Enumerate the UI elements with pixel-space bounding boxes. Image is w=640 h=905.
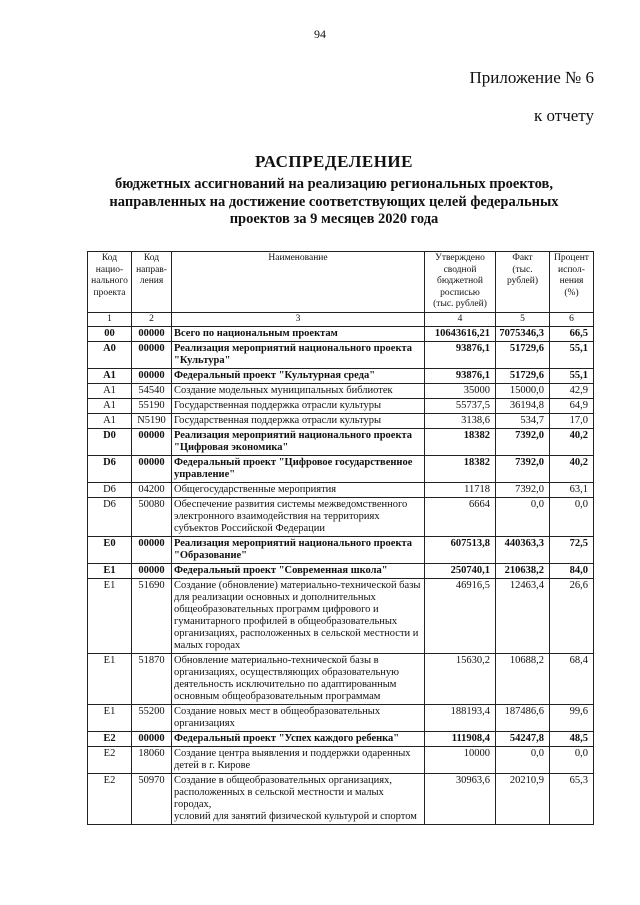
appendix-label: Приложение № 6	[469, 68, 594, 87]
cell-code-direction: 00000	[132, 456, 172, 483]
cell-code-direction: 50970	[132, 774, 172, 825]
cell-fact: 20210,9	[496, 774, 550, 825]
cell-approved: 18382	[425, 429, 496, 456]
table-row	[88, 456, 594, 483]
cell-approved: 46916,5	[425, 579, 496, 654]
cell-name	[172, 369, 425, 384]
cell-name	[172, 705, 425, 732]
cell-code-direction: 00000	[132, 732, 172, 747]
cell-name	[172, 327, 425, 342]
cell-code-direction: 00000	[132, 327, 172, 342]
cell-name-line: Создание новых мест в общеобразовательных	[174, 706, 381, 717]
cell-fact: 7075346,3	[496, 327, 550, 342]
cell-code-project: 00	[88, 327, 132, 342]
cell-name-line: Создание (обновление) материально-технической базы	[174, 580, 421, 591]
cell-code-direction: 55200	[132, 705, 172, 732]
page-number: 94	[314, 27, 326, 41]
subtitle-line: бюджетных ассигнований на реализацию региональных проектов,	[115, 176, 553, 192]
cell-fact: 51729,6	[496, 369, 550, 384]
table-row	[88, 327, 594, 342]
cell-code-project: D6	[88, 498, 132, 537]
cell-fact: 10688,2	[496, 654, 550, 705]
cell-percent: 68,4	[550, 654, 594, 705]
cell-name	[172, 414, 425, 429]
cell-name-line: организациях	[174, 718, 235, 729]
cell-percent: 66,5	[550, 327, 594, 342]
cell-name-line: Всего по национальным проектам	[174, 328, 338, 339]
cell-name-line: Федеральный проект "Современная школа"	[174, 565, 388, 576]
cell-code-project: Е2	[88, 747, 132, 774]
cell-name	[172, 564, 425, 579]
cell-name-line: Реализация мероприятий национального проекта	[174, 343, 413, 354]
table-row	[88, 579, 594, 654]
table-row	[88, 732, 594, 747]
subtitle-line: направленных на достижение соответствующих целей федеральных	[109, 193, 559, 210]
document-subtitle	[92, 176, 576, 229]
cell-name-line: Федеральный проект "Успех каждого ребенка"	[174, 733, 400, 744]
cell-approved: 30963,6	[425, 774, 496, 825]
cell-percent: 65,3	[550, 774, 594, 825]
cell-approved: 11718	[425, 483, 496, 498]
cell-percent: 63,1	[550, 483, 594, 498]
cell-code-project: Е1	[88, 579, 132, 654]
cell-name-line: субъектов Российской Федерации	[174, 523, 326, 534]
cell-name	[172, 456, 425, 483]
cell-fact: 0,0	[496, 747, 550, 774]
cell-approved: 18382	[425, 456, 496, 483]
cell-code-direction: 00000	[132, 564, 172, 579]
cell-code-direction: 00000	[132, 369, 172, 384]
cell-name	[172, 384, 425, 399]
cell-name	[172, 342, 425, 369]
table-row	[88, 564, 594, 579]
cell-code-project: А1	[88, 384, 132, 399]
table-row	[88, 705, 594, 732]
table-row	[88, 498, 594, 537]
cell-percent: 40,2	[550, 429, 594, 456]
cell-fact: 54247,8	[496, 732, 550, 747]
cell-approved: 188193,4	[425, 705, 496, 732]
cell-name-line: условий для занятий физической культурой и спортом	[174, 811, 417, 822]
cell-name-line: малых городах	[174, 640, 241, 651]
cell-name	[172, 774, 425, 825]
cell-name-line: Обеспечение развития системы межведомственного	[174, 499, 408, 510]
table-row	[88, 369, 594, 384]
cell-code-project: А1	[88, 414, 132, 429]
cell-approved: 55737,5	[425, 399, 496, 414]
cell-name-line: Реализация мероприятий национального проекта	[174, 538, 413, 549]
cell-name	[172, 747, 425, 774]
cell-percent: 99,6	[550, 705, 594, 732]
column-number: 4	[425, 312, 496, 327]
cell-name-line: расположенных в сельской местности и малых городах,	[174, 787, 384, 810]
cell-percent: 42,9	[550, 384, 594, 399]
cell-code-project: D0	[88, 429, 132, 456]
cell-approved: 15630,2	[425, 654, 496, 705]
cell-fact: 187486,6	[496, 705, 550, 732]
cell-code-direction: 04200	[132, 483, 172, 498]
cell-name	[172, 483, 425, 498]
cell-name-line: организациях, осуществляющих образовательную	[174, 667, 399, 678]
cell-name-line: гуманитарного профилей в общеобразовательных	[174, 616, 398, 627]
table-row	[88, 747, 594, 774]
cell-code-direction: N5190	[132, 414, 172, 429]
cell-name	[172, 429, 425, 456]
cell-name	[172, 732, 425, 747]
cell-name-line: Федеральный проект "Культурная среда"	[174, 370, 376, 381]
cell-code-project: D6	[88, 456, 132, 483]
cell-fact: 0,0	[496, 498, 550, 537]
column-number: 3	[172, 312, 425, 327]
cell-code-project: А1	[88, 369, 132, 384]
header-approved: Утверждено сводной бюджетной росписью (тыс. рублей)	[425, 252, 496, 313]
cell-name-line: Федеральный проект "Цифровое государственное	[174, 457, 413, 468]
header-code-project: Код нацио- нального проекта	[88, 252, 132, 313]
column-number: 5	[496, 312, 550, 327]
cell-name-line: "Культура"	[174, 355, 231, 366]
cell-name	[172, 399, 425, 414]
cell-fact: 12463,4	[496, 579, 550, 654]
cell-name	[172, 654, 425, 705]
cell-percent: 48,5	[550, 732, 594, 747]
cell-approved: 93876,1	[425, 342, 496, 369]
cell-fact: 210638,2	[496, 564, 550, 579]
cell-code-project: D6	[88, 483, 132, 498]
appendix-sublabel: к отчету	[533, 106, 594, 125]
header-percent: Процент испол- нения (%)	[550, 252, 594, 313]
cell-fact: 15000,0	[496, 384, 550, 399]
cell-approved: 3138,6	[425, 414, 496, 429]
table-header-row	[88, 252, 594, 313]
cell-name-line: электронного взаимодействия на территориях	[174, 511, 380, 522]
cell-name-line: Создание модельных муниципальных библиотек	[174, 385, 393, 396]
header-name: Наименование	[172, 252, 425, 313]
table-row	[88, 537, 594, 564]
cell-name-line: общеобразовательных программ цифрового и	[174, 604, 379, 615]
cell-code-direction: 54540	[132, 384, 172, 399]
cell-approved: 93876,1	[425, 369, 496, 384]
cell-code-project: А1	[88, 399, 132, 414]
cell-percent: 40,2	[550, 456, 594, 483]
cell-name-line: для реализации основных и дополнительных	[174, 592, 376, 603]
cell-fact: 7392,0	[496, 483, 550, 498]
cell-name	[172, 537, 425, 564]
cell-fact: 534,7	[496, 414, 550, 429]
table-row	[88, 429, 594, 456]
table-row	[88, 654, 594, 705]
cell-percent: 55,1	[550, 369, 594, 384]
cell-approved: 35000	[425, 384, 496, 399]
cell-approved: 250740,1	[425, 564, 496, 579]
cell-code-direction: 00000	[132, 537, 172, 564]
budget-table	[87, 251, 594, 825]
cell-name-line: Государственная поддержка отрасли культуры	[174, 415, 382, 426]
cell-name	[172, 579, 425, 654]
cell-fact: 440363,3	[496, 537, 550, 564]
cell-fact: 51729,6	[496, 342, 550, 369]
table-row	[88, 384, 594, 399]
cell-name-line: Создание центра выявления и поддержки одаренных	[174, 748, 411, 759]
cell-name-line: Реализация мероприятий национального проекта	[174, 430, 413, 441]
column-number: 2	[132, 312, 172, 327]
column-number-row	[88, 312, 594, 327]
column-number: 1	[88, 312, 132, 327]
header-fact: Факт (тыс. рублей)	[496, 252, 550, 313]
cell-name-line: организациях, расположенных в сельской местности и	[174, 628, 419, 639]
table-body	[88, 327, 594, 825]
cell-approved: 6664	[425, 498, 496, 537]
cell-approved: 10000	[425, 747, 496, 774]
cell-code-project: Е2	[88, 774, 132, 825]
table-row	[88, 342, 594, 369]
cell-fact: 7392,0	[496, 429, 550, 456]
cell-code-project: Е1	[88, 705, 132, 732]
table-row	[88, 483, 594, 498]
cell-name-line: Обновление материально-технической базы в	[174, 655, 379, 666]
cell-code-direction: 00000	[132, 429, 172, 456]
cell-name-line: "Цифровая экономика"	[174, 442, 289, 453]
cell-percent: 84,0	[550, 564, 594, 579]
cell-percent: 17,0	[550, 414, 594, 429]
cell-name-line: "Образование"	[174, 550, 247, 561]
cell-code-project: А0	[88, 342, 132, 369]
table-row	[88, 414, 594, 429]
cell-code-project: Е2	[88, 732, 132, 747]
cell-name-line: Общегосударственные мероприятия	[174, 484, 337, 495]
cell-name-line: управление"	[174, 469, 236, 480]
cell-percent: 26,6	[550, 579, 594, 654]
cell-percent: 0,0	[550, 747, 594, 774]
cell-approved: 10643616,21	[425, 327, 496, 342]
cell-code-project: Е0	[88, 537, 132, 564]
cell-percent: 64,9	[550, 399, 594, 414]
cell-code-direction: 50080	[132, 498, 172, 537]
cell-fact: 7392,0	[496, 456, 550, 483]
cell-code-project: Е1	[88, 654, 132, 705]
cell-fact: 36194,8	[496, 399, 550, 414]
cell-code-direction: 55190	[132, 399, 172, 414]
cell-code-direction: 00000	[132, 342, 172, 369]
cell-code-direction: 51870	[132, 654, 172, 705]
cell-name	[172, 498, 425, 537]
cell-name-line: Создание в общеобразовательных организациях,	[174, 775, 392, 786]
header-code-direction: Код направ- ления	[132, 252, 172, 313]
cell-percent: 55,1	[550, 342, 594, 369]
cell-name-line: деятельность исключительно по адаптированным	[174, 679, 397, 690]
cell-approved: 111908,4	[425, 732, 496, 747]
cell-percent: 0,0	[550, 498, 594, 537]
table-row	[88, 774, 594, 825]
cell-code-direction: 18060	[132, 747, 172, 774]
cell-code-project: Е1	[88, 564, 132, 579]
table-row	[88, 399, 594, 414]
cell-approved: 607513,8	[425, 537, 496, 564]
subtitle-line: проектов за 9 месяцев 2020 года	[229, 211, 439, 227]
cell-name-line: детей в г. Кирове	[174, 760, 251, 771]
cell-percent: 72,5	[550, 537, 594, 564]
column-number: 6	[550, 312, 594, 327]
cell-code-direction: 51690	[132, 579, 172, 654]
cell-name-line: основным общеобразовательным программам	[174, 691, 381, 702]
cell-name-line: Государственная поддержка отрасли культуры	[174, 400, 382, 411]
document-title: РАСПРЕДЕЛЕНИЕ	[255, 152, 413, 171]
